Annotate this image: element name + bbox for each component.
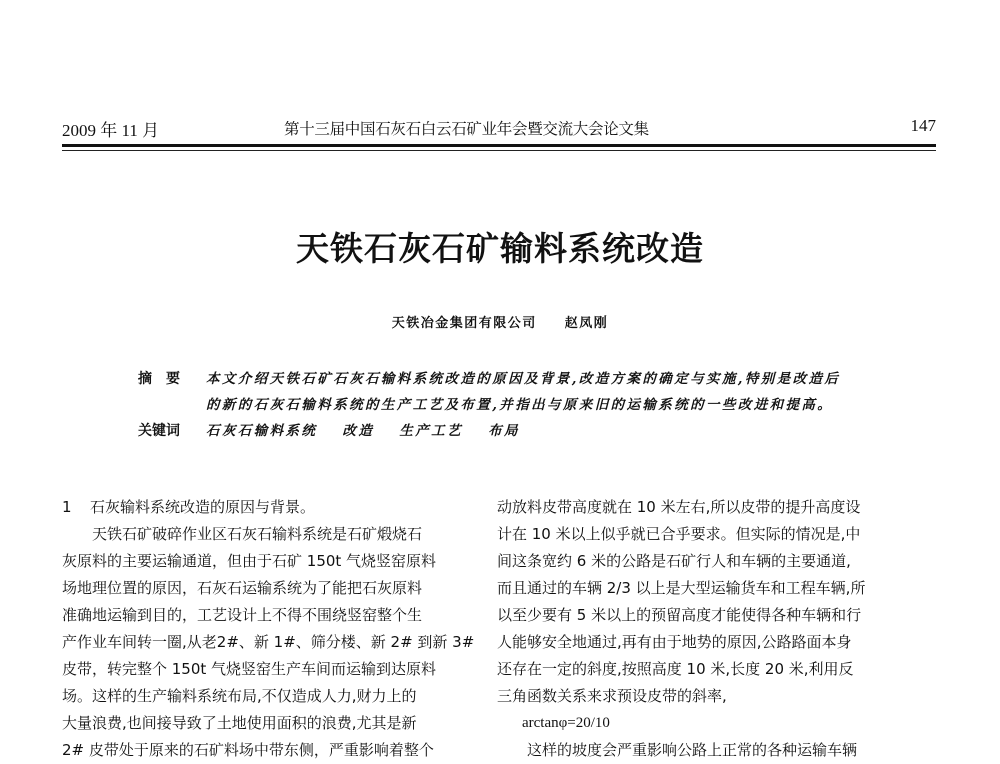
paragraph-line: 产作业车间转一圈,从老2#、新 1#、筛分楼、新 2# 到新 3# — [62, 633, 475, 651]
header-rule-thick — [62, 144, 936, 147]
keywords-label: 关键词 — [138, 423, 180, 439]
section-title: 石灰输料系统改造的原因与背景。 — [90, 498, 316, 516]
section-heading — [62, 494, 480, 521]
keyword: 布局 — [488, 423, 520, 439]
paragraph-line: 皮带，转完整个 150t 气烧竖窑生产车间而运输到达原料 — [62, 660, 437, 678]
paragraph-line: 以至少要有 5 米以上的预留高度才能使得各种车辆和行 — [497, 606, 862, 624]
body-column-left — [62, 494, 480, 764]
paragraph-line: 人能够安全地通过,再有由于地势的原因,公路路面本身 — [497, 633, 852, 651]
paper-title: 天铁石灰石矿输料系统改造 — [296, 229, 704, 268]
abstract-label: 摘要 — [138, 371, 194, 387]
header-page-number: 147 — [910, 116, 936, 135]
header-date: 2009 年 11 月 — [62, 121, 160, 140]
abstract-row-1 — [138, 368, 938, 394]
author-affiliation: 天铁冶金集团有限公司 — [391, 316, 537, 331]
keyword: 石灰石输料系统 — [206, 423, 318, 439]
paragraph-line: 2# 皮带处于原来的石矿料场中带东侧，严重影响着整个 — [62, 741, 434, 759]
paragraph-line: 间这条宽约 6 米的公路是石矿行人和车辆的主要通道, — [497, 552, 851, 570]
paragraph-line: 计在 10 米以上似乎就已合乎要求。但实际的情况是,中 — [497, 525, 861, 543]
paragraph-line: 这样的坡度会严重影响公路上正常的各种运输车辆 — [527, 741, 858, 759]
section-number: 1 — [62, 498, 72, 516]
paragraph-line: 还存在一定的斜度,按照高度 10 米,长度 20 米,利用反 — [497, 660, 854, 678]
paragraph-line: 灰原料的主要运输通道，但由于石矿 150t 气烧竖窑原料 — [62, 552, 437, 570]
abstract-line: 本文介绍天铁石矿石灰石输料系统改造的原因及背景,改造方案的确定与实施,特别是改造后 — [206, 371, 841, 387]
abstract-row-2 — [138, 394, 938, 420]
formula: arctanφ=20/10 — [522, 715, 610, 731]
paragraph-line: 动放料皮带高度就在 10 米左右,所以皮带的提升高度设 — [497, 498, 861, 516]
author-line — [0, 312, 1000, 331]
paragraph-line: 场。这样的生产输料系统布局,不仅造成人力,财力上的 — [62, 687, 417, 705]
paragraph-line: 大量浪费,也间接导致了土地使用面积的浪费,尤其是新 — [62, 714, 417, 732]
abstract-block — [138, 368, 938, 446]
header-journal-title: 第十三届中国石灰石白云石矿业年会暨交流大会论文集 — [284, 120, 649, 138]
paragraph-line: 三角函数关系来求预设皮带的斜率, — [497, 687, 727, 705]
keywords-row — [138, 420, 938, 446]
header-rule-thin — [62, 150, 936, 151]
running-header — [62, 114, 936, 140]
abstract-line: 的新的石灰石输料系统的生产工艺及布置,并指出与原来旧的运输系统的一些改进和提高。 — [206, 397, 834, 413]
paragraph-line: 准确地运输到目的，工艺设计上不得不围绕竖窑整个生 — [62, 606, 423, 624]
keyword: 生产工艺 — [399, 423, 463, 439]
body-column-right — [497, 494, 937, 764]
paragraph-line: 而且通过的车辆 2/3 以上是大型运输货车和工程车辆,所 — [497, 579, 866, 597]
paragraph-line: 天铁石矿破碎作业区石灰石输料系统是石矿煅烧石 — [92, 525, 423, 543]
author-name: 赵凤刚 — [564, 316, 609, 331]
keyword: 改造 — [342, 423, 375, 439]
paragraph-line: 场地理位置的原因，石灰石运输系统为了能把石灰原料 — [62, 579, 423, 597]
keywords-list — [206, 420, 538, 442]
